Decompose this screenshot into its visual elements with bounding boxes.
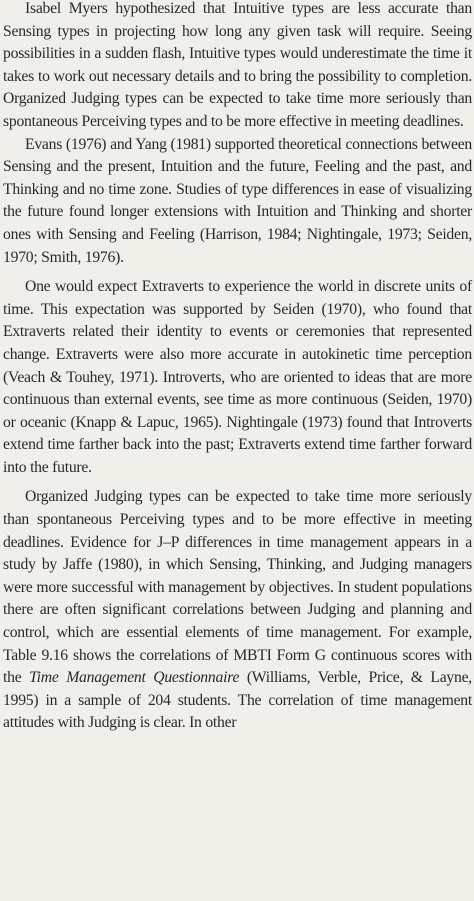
paragraph-4-text-before: Organized Judging types can be expected to take time more seriously than spontaneous Perceiving types and to be more effective in meeting deadlines. Evidence for J–P differences in time management appears in a study by Jaffe (1980), in which Sensing, Thinking, and Judging managers were more successful with management by objectives. In student populations there are often significant correlations between Judging and planning and control, which are essential elements of time management. For example, Table 9.16 shows the correlations of MBTI Form G continuous scores with the <box>3 488 472 687</box>
paragraph-2: Evans (1976) and Yang (1981) supported theoretical connections between Sensing and the present, Intuition and the future, Feeling and the past, and Thinking and no time zone. Studies of type differences in ease of visualizing the future found longer extensions with Intuition and Thinking and shorter ones with Sensing and Feeling (Harrison, 1984; Nightingale, 1973; Seiden, 1970; Smith, 1976). <box>3 135 472 266</box>
paragraph-3: One would expect Extraverts to experience the world in discrete units of time. This expectation was supported by Seiden (1970), who found that Extraverts related their identity to events or ceremonies that represented change. Extraverts were also more accurate in autokinetic time perception (Veach & Touhey, 1971). Introverts, who are oriented to ideas that are more continuous than external events, see time as more continuous (Seiden, 1970) or oceanic (Knapp & Lapuc, 1965). Nightingale (1973) found that Introverts extend time farther back into the past; Extraverts extend time farther forward into the future. <box>3 278 472 476</box>
paragraph-4-text-after: (Williams, Verble, Price, & Layne, 1995) in a sample of 204 students. The correlation of time management attitudes with Judging is clear. In other <box>3 669 472 732</box>
questionnaire-title: Time Management Questionnaire <box>29 669 240 687</box>
paragraph-1: Isabel Myers hypothesized that Intuitive types are less accurate than Sensing types in projecting how long any given task will require. Seeing possibilities in a sudden flash, Intuitive types would underestimate the time it takes to work out necessary details and to bring the possibility to completion. Organized Judging types can be expected to take time more seriously than spontaneous Perceiving types and to be more effective in meeting deadlines. <box>3 0 472 130</box>
paragraph-4 <box>3 486 472 735</box>
